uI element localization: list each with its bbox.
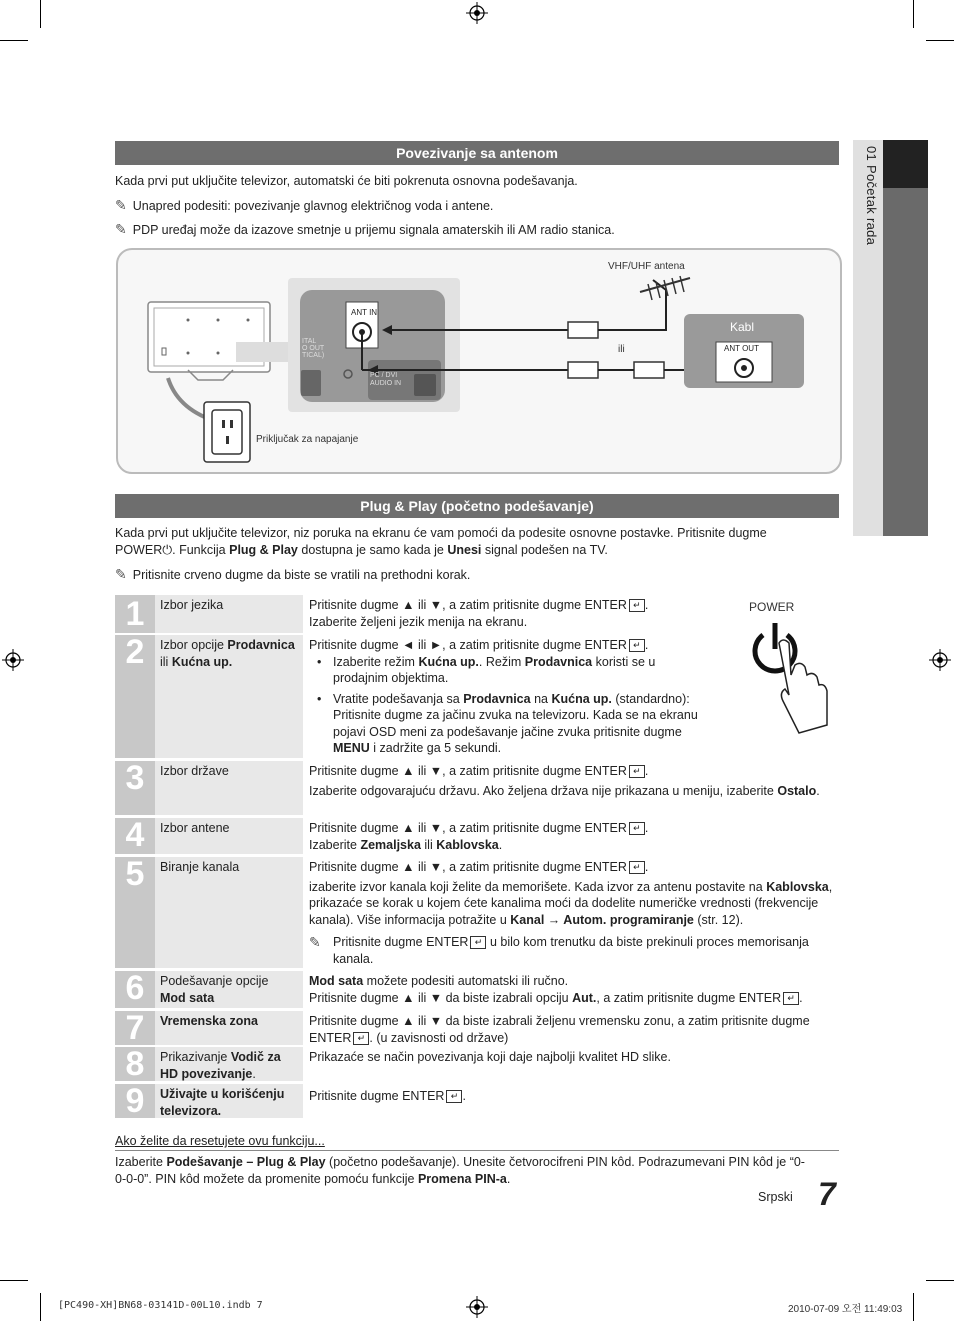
step-row-1 (115, 595, 839, 633)
step-label: Vremenska zona (155, 1011, 303, 1045)
step-label: Izbor antene (155, 818, 303, 854)
step-number: 3 (115, 761, 155, 815)
step-row-3 (115, 761, 839, 815)
enter-icon: ↵ (629, 639, 645, 652)
registration-mark-icon (929, 649, 951, 671)
step-label: Podešavanje opcije Mod sata (155, 971, 303, 1008)
antenna-connection-diagram (116, 248, 842, 474)
step-description: Mod sata možete podesiti automatski ili ručno. Pritisnite dugme ▲ ili ▼ da biste izabrali opciju Aut., a zatim pritisnite dugme ENTER ↵ . (304, 971, 839, 1008)
note-pencil-icon: ✎ (309, 934, 321, 950)
step-description: Pritisnite dugme ◄ ili ►, a zatim pritisnite dugme ENTER ↵ . • Izaberite režim Kućna up.. Režim Prodavnica koristi se u prodajnim objektima. • Vratite podešavanja sa Prodavnica na Kućna up. (standardno): Pritisnite dugme za jačinu zvuka na televizoru. Kada se na ekranu pojavi OSD meni za podešavanje jačine zvuka pritisnite dugme MENU i zadržite ga 5 sekundi. (304, 635, 714, 758)
section-title-plug-play: Plug & Play (početno podešavanje) (115, 494, 839, 518)
page-number: 7 (818, 1176, 836, 1212)
antenna-intro: Kada prvi put uključite televizor, automatski će biti pokrenuta osnovna podešavanja. (115, 174, 578, 188)
step-row-8 (115, 1047, 839, 1081)
step-number: 5 (115, 857, 155, 968)
step-description: Prikazaće se način povezivanja koji daje najbolji kvalitet HD slike. (304, 1047, 839, 1081)
note-pencil-icon: ✎ (115, 197, 127, 213)
step-description: Pritisnite dugme ▲ ili ▼, a zatim pritisnite dugme ENTER ↵ . Izaberite Zemaljska ili Kablovska. (304, 818, 839, 854)
note-pencil-icon: ✎ (115, 566, 127, 582)
registration-mark-icon (466, 1296, 488, 1318)
reset-text: Izaberite Podešavanje – Plug & Play (početno podešavanje). Unesite četvorocifreni PIN kôd. Podrazumevani PIN kôd je “0-0-0-0”. PIN kôd možete da promenite pomoću funkcije Promena PIN-a. (115, 1155, 805, 1186)
step-label: Izbor opcije Prodavnica ili Kućna up. (155, 635, 303, 758)
digital-audio-label: ITAL O OUT TICAL) (302, 338, 325, 359)
step-label: Biranje kanala (155, 857, 303, 968)
antenna-note-1: ✎ Unapred podesiti: povezivanje glavnog električnog voda i antene. (115, 197, 494, 213)
reset-heading: Ako želite da resetujete ovu funkciju... (115, 1134, 325, 1148)
enter-icon: ↵ (629, 861, 645, 874)
antenna-note-2: ✎ PDP uređaj može da izazove smetnje u prijemu signala amaterskih ili AM radio stanica. (115, 221, 615, 237)
enter-icon: ↵ (470, 936, 486, 949)
step-number: 4 (115, 818, 155, 854)
step-row-2 (115, 635, 839, 758)
crop-mark (40, 1293, 41, 1321)
step-description: Pritisnite dugme ▲ ili ▼, a zatim pritisnite dugme ENTER ↵ . Izaberite odgovarajuću državu. Ako željena država nije prikazana u meniju, izaberite Ostalo. (304, 761, 839, 815)
note-pencil-icon: ✎ (115, 221, 127, 237)
enter-icon: ↵ (783, 992, 799, 1005)
step-description: Pritisnite dugme ENTER ↵ . (304, 1084, 839, 1118)
step-row-7 (115, 1011, 839, 1045)
step-description: Pritisnite dugme ▲ ili ▼, a zatim pritisnite dugme ENTER ↵ . izaberite izvor kanala koji želite da memorišete. Kada izvor za antenu postavite na Kablovska, prikazaće se korak u kojem ćete kanalima moći da dodelite numeričke vrednosti (frekvencije kanala). Više informacija potražite u Kanal → Autom. programiranje (str. 12). ✎ Pritisnite dugme ENTER ↵ u bilo kom trenutku da biste prekinuli proces memorisanja kanala. (304, 857, 839, 968)
step-row-5 (115, 857, 839, 968)
crop-mark (926, 1280, 954, 1281)
antenna-label: VHF/UHF antena (608, 261, 685, 272)
chapter-label: 01 Početak rada (864, 146, 879, 246)
step-row-4 (115, 818, 839, 854)
crop-mark (40, 0, 41, 28)
pc-dvi-label: PC / DVI AUDIO IN (370, 372, 402, 387)
or-label: ili (618, 344, 625, 355)
crop-mark (0, 40, 28, 41)
enter-icon: ↵ (353, 1032, 369, 1045)
crop-mark (0, 1280, 28, 1281)
footer-language: Srpski (758, 1190, 793, 1204)
power-illustration-label: POWER (749, 600, 795, 614)
step-row-6 (115, 971, 839, 1008)
enter-icon: ↵ (446, 1090, 462, 1103)
step-label: Prikazivanje Vodič za HD povezivanje. (155, 1047, 303, 1081)
divider (115, 1150, 839, 1151)
plug-play-intro: Kada prvi put uključite televizor, niz poruka na ekranu će vam pomoći da podesite osnovne postavke. Pritisnite dugme POWER⏻. Funkcija Plug & Play dostupna je samo kada je Unesi signal podešen na TV. (115, 526, 767, 557)
step-row-9 (115, 1084, 839, 1118)
ant-out-label: ANT OUT (724, 344, 759, 353)
diagram-drawing (118, 250, 840, 472)
cable-label: Kabl (730, 320, 755, 334)
step-label: Izbor jezika (155, 595, 303, 633)
file-info: [PC490-XH]BN68-03141D-00L10.indb 7 (58, 1300, 263, 1311)
registration-mark-icon (2, 649, 24, 671)
section-title-antenna: Povezivanje sa antenom (115, 141, 839, 165)
power-icon: ⏻ (162, 543, 173, 557)
enter-icon: ↵ (629, 599, 645, 612)
step-number: 2 (115, 635, 155, 758)
power-button-hand-icon (745, 615, 837, 735)
step-number: 8 (115, 1047, 155, 1081)
ant-in-label: ANT IN (351, 308, 378, 317)
step-number: 7 (115, 1011, 155, 1045)
step-number: 9 (115, 1084, 155, 1118)
step-description: Pritisnite dugme ▲ ili ▼ da biste izabrali željenu vremensku zonu, a zatim pritisnite dugme ENTER ↵ . (u zavisnosti od države) (304, 1011, 839, 1045)
enter-icon: ↵ (629, 765, 645, 778)
step-description: Pritisnite dugme ▲ ili ▼, a zatim pritisnite dugme ENTER ↵ . Izaberite željeni jezik menija na ekranu. (304, 595, 839, 633)
plug-play-note: ✎ Pritisnite crveno dugme da biste se vratili na prethodni korak. (115, 566, 471, 582)
enter-icon: ↵ (629, 822, 645, 835)
step-label: Izbor države (155, 761, 303, 815)
step-number: 6 (115, 971, 155, 1008)
crop-mark (913, 0, 914, 28)
step-label: Uživajte u korišćenju televizora. (155, 1084, 303, 1118)
side-tab-dark-top (883, 140, 928, 188)
print-date: 2010-07-09 오전 11:49:03 (788, 1304, 903, 1315)
step-number: 1 (115, 595, 155, 633)
registration-mark-icon (466, 2, 488, 24)
crop-mark (913, 1293, 914, 1321)
side-tab-dark (883, 140, 928, 536)
power-socket-label: Priključak za napajanje (256, 434, 359, 445)
crop-mark (926, 40, 954, 41)
